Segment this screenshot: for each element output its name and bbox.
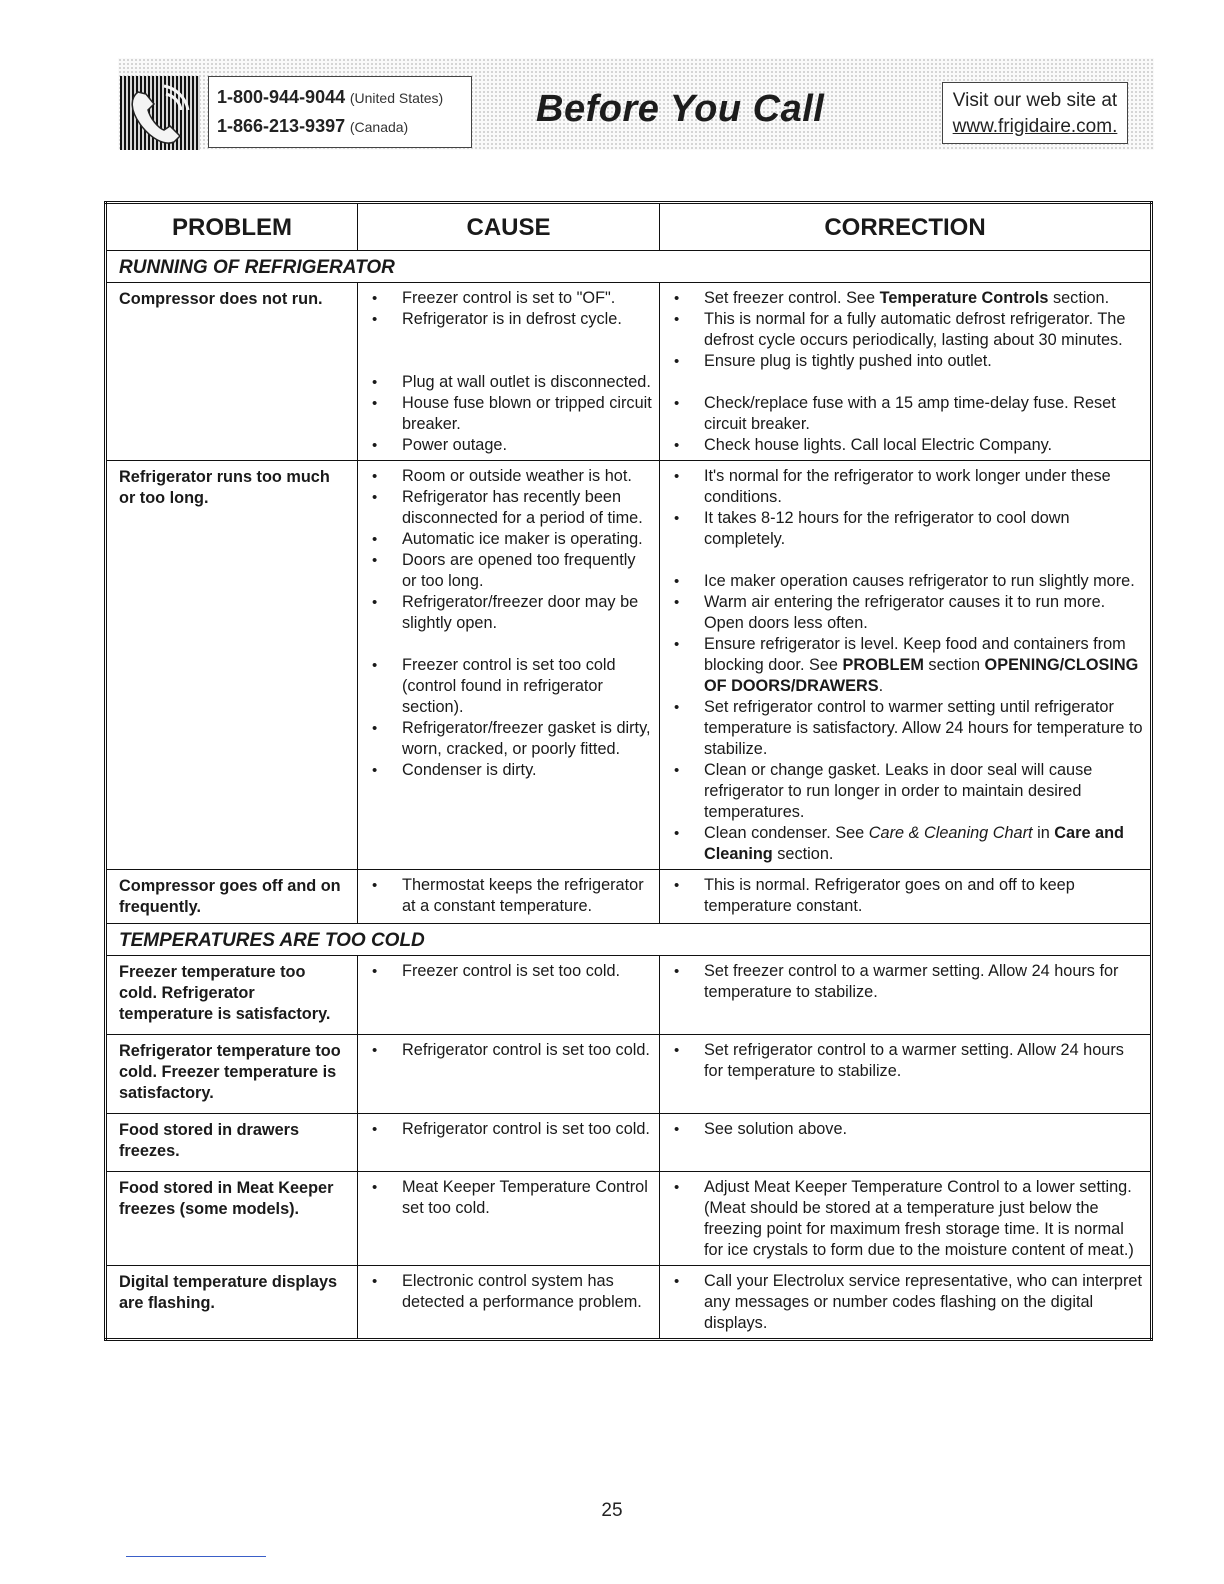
cause-cell — [358, 1114, 660, 1172]
problem-cell: Refrigerator runs too much or too long. — [106, 461, 358, 870]
table-row — [106, 870, 1152, 924]
correction-item: • Set freezer control to a warmer setting. Allow 24 hours for temperature to stabilize. — [664, 961, 1144, 1003]
cause-item: • Freezer control is set too cold (control found in refrigerator section). — [362, 655, 653, 718]
table-row — [106, 956, 1152, 1035]
header-correction: CORRECTION — [660, 203, 1152, 251]
correction-text: Set freezer control. See Temperature Controls section. — [704, 289, 1110, 307]
cause-item: • Refrigerator control is set too cold. — [362, 1040, 653, 1061]
cause-item: • Freezer control is set to "OF". — [362, 288, 653, 309]
section-title: TEMPERATURES ARE TOO COLD — [106, 924, 1152, 956]
cause-cell — [358, 461, 660, 870]
correction-cell — [660, 283, 1152, 461]
cause-item: • Refrigerator has recently been disconnected for a period of time. — [362, 487, 653, 529]
cause-item: • Refrigerator control is set too cold. — [362, 1119, 653, 1140]
correction-item: • Warm air entering the refrigerator causes it to run more. Open doors less often. — [664, 592, 1144, 634]
correction-cell — [660, 1266, 1152, 1340]
correction-item: • Adjust Meat Keeper Temperature Control to a lower setting. (Meat should be stored at a temperature just below the freezing point for maximum fresh storage time. It is normal for ice crystals to form due to the moisture content of meat.) — [664, 1177, 1144, 1261]
problem-cell: Freezer temperature too cold. Refrigerator temperature is satisfactory. — [106, 956, 358, 1035]
cause-item: • Doors are opened too frequently or too long. — [362, 550, 653, 592]
correction-cell — [660, 870, 1152, 924]
section-title-row — [106, 251, 1152, 283]
cause-cell — [358, 1172, 660, 1266]
header-cause: CAUSE — [358, 203, 660, 251]
phone-ca-country: (Canada) — [349, 119, 409, 135]
cause-cell — [358, 283, 660, 461]
cause-cell — [358, 870, 660, 924]
correction-item — [664, 288, 1144, 309]
troubleshooting-table — [104, 201, 1153, 1341]
problem-cell: Food stored in drawers freezes. — [106, 1114, 358, 1172]
correction-cell — [660, 956, 1152, 1035]
cause-item: • Refrigerator/freezer door may be slightly open. — [362, 592, 653, 634]
table-header-row — [106, 203, 1152, 251]
problem-cell: Compressor goes off and on frequently. — [106, 870, 358, 924]
correction-item — [664, 823, 1144, 865]
cause-item: • Power outage. — [362, 435, 653, 456]
table-row — [106, 1172, 1152, 1266]
header-problem: PROBLEM — [106, 203, 358, 251]
correction-cell — [660, 461, 1152, 870]
correction-item: • It's normal for the refrigerator to work longer under these conditions. — [664, 466, 1144, 508]
correction-item: • Ensure plug is tightly pushed into outlet. — [664, 351, 1144, 372]
footer-rule — [126, 1556, 266, 1557]
cause-item: • Automatic ice maker is operating. — [362, 529, 653, 550]
cause-item: • Plug at wall outlet is disconnected. — [362, 372, 653, 393]
phone-numbers-box — [208, 76, 472, 148]
problem-cell: Compressor does not run. — [106, 283, 358, 461]
correction-text: Ensure refrigerator is level. Keep food and containers from blocking door. See PROBLEM section OPENING/CLOSING OF DOORS/DRAWERS. — [704, 635, 1139, 695]
table-row — [106, 461, 1152, 870]
correction-item: • Check house lights. Call local Electric Company. — [664, 435, 1144, 456]
section-title: RUNNING OF REFRIGERATOR — [106, 251, 1152, 283]
correction-item: • Clean or change gasket. Leaks in door seal will cause refrigerator to run longer in order to maintain desired temperatures. — [664, 760, 1144, 823]
correction-item: • Call your Electrolux service representative, who can interpret any messages or number codes flashing on the digital displays. — [664, 1271, 1144, 1334]
cause-item: • Refrigerator/freezer gasket is dirty, worn, cracked, or poorly fitted. — [362, 718, 653, 760]
website-box — [942, 82, 1128, 144]
phone-ca-line — [217, 112, 471, 141]
correction-cell — [660, 1172, 1152, 1266]
phone-us-line — [217, 83, 471, 112]
cause-cell — [358, 956, 660, 1035]
page-title: Before You Call — [536, 88, 825, 130]
problem-cell: Digital temperature displays are flashing. — [106, 1266, 358, 1340]
correction-text: Clean condenser. See Care & Cleaning Chart in Care and Cleaning section. — [704, 824, 1124, 863]
correction-item — [664, 634, 1144, 697]
correction-item: • It takes 8-12 hours for the refrigerator to cool down completely. — [664, 508, 1144, 550]
troubleshooting-table-wrap — [104, 201, 1150, 1341]
correction-item: • Set refrigerator control to a warmer setting. Allow 24 hours for temperature to stabilize. — [664, 1040, 1144, 1082]
table-row — [106, 1035, 1152, 1114]
table-row — [106, 1266, 1152, 1340]
page-number: 25 — [601, 1500, 623, 1521]
table-row — [106, 283, 1152, 461]
correction-item: • Check/replace fuse with a 15 amp time-delay fuse. Reset circuit breaker. — [664, 393, 1144, 435]
cause-item: • Refrigerator is in defrost cycle. — [362, 309, 653, 330]
cause-item: • Condenser is dirty. — [362, 760, 653, 781]
cause-cell — [358, 1035, 660, 1114]
correction-item: • See solution above. — [664, 1119, 1144, 1140]
correction-item: • This is normal. Refrigerator goes on and off to keep temperature constant. — [664, 875, 1144, 917]
correction-item: • This is normal for a fully automatic defrost refrigerator. The defrost cycle occurs periodically, lasting about 30 minutes. — [664, 309, 1144, 351]
phone-us-number: 1-800-944-9044 — [217, 87, 346, 107]
phone-us-country: (United States) — [349, 90, 444, 106]
correction-item: • Set refrigerator control to warmer setting until refrigerator temperature is satisfactory. Allow 24 hours for temperature to stabilize. — [664, 697, 1144, 760]
cause-item: • Thermostat keeps the refrigerator at a constant temperature. — [362, 875, 653, 917]
correction-cell — [660, 1114, 1152, 1172]
website-label: Visit our web site at — [952, 90, 1118, 111]
cause-item: • House fuse blown or tripped circuit breaker. — [362, 393, 653, 435]
phone-ca-number: 1-866-213-9397 — [217, 116, 346, 136]
website-link[interactable]: www.frigidaire.com. — [952, 116, 1118, 137]
cause-item: • Freezer control is set too cold. — [362, 961, 653, 982]
cause-item: • Electronic control system has detected a performance problem. — [362, 1271, 653, 1313]
section-title-row — [106, 924, 1152, 956]
cause-item: • Room or outside weather is hot. — [362, 466, 653, 487]
problem-cell: Food stored in Meat Keeper freezes (some models). — [106, 1172, 358, 1266]
table-row — [106, 1114, 1152, 1172]
correction-item: • Ice maker operation causes refrigerator to run slightly more. — [664, 571, 1144, 592]
telephone-icon — [120, 76, 200, 150]
problem-cell: Refrigerator temperature too cold. Freezer temperature is satisfactory. — [106, 1035, 358, 1114]
cause-cell — [358, 1266, 660, 1340]
cause-item: • Meat Keeper Temperature Control set too cold. — [362, 1177, 653, 1219]
correction-cell — [660, 1035, 1152, 1114]
